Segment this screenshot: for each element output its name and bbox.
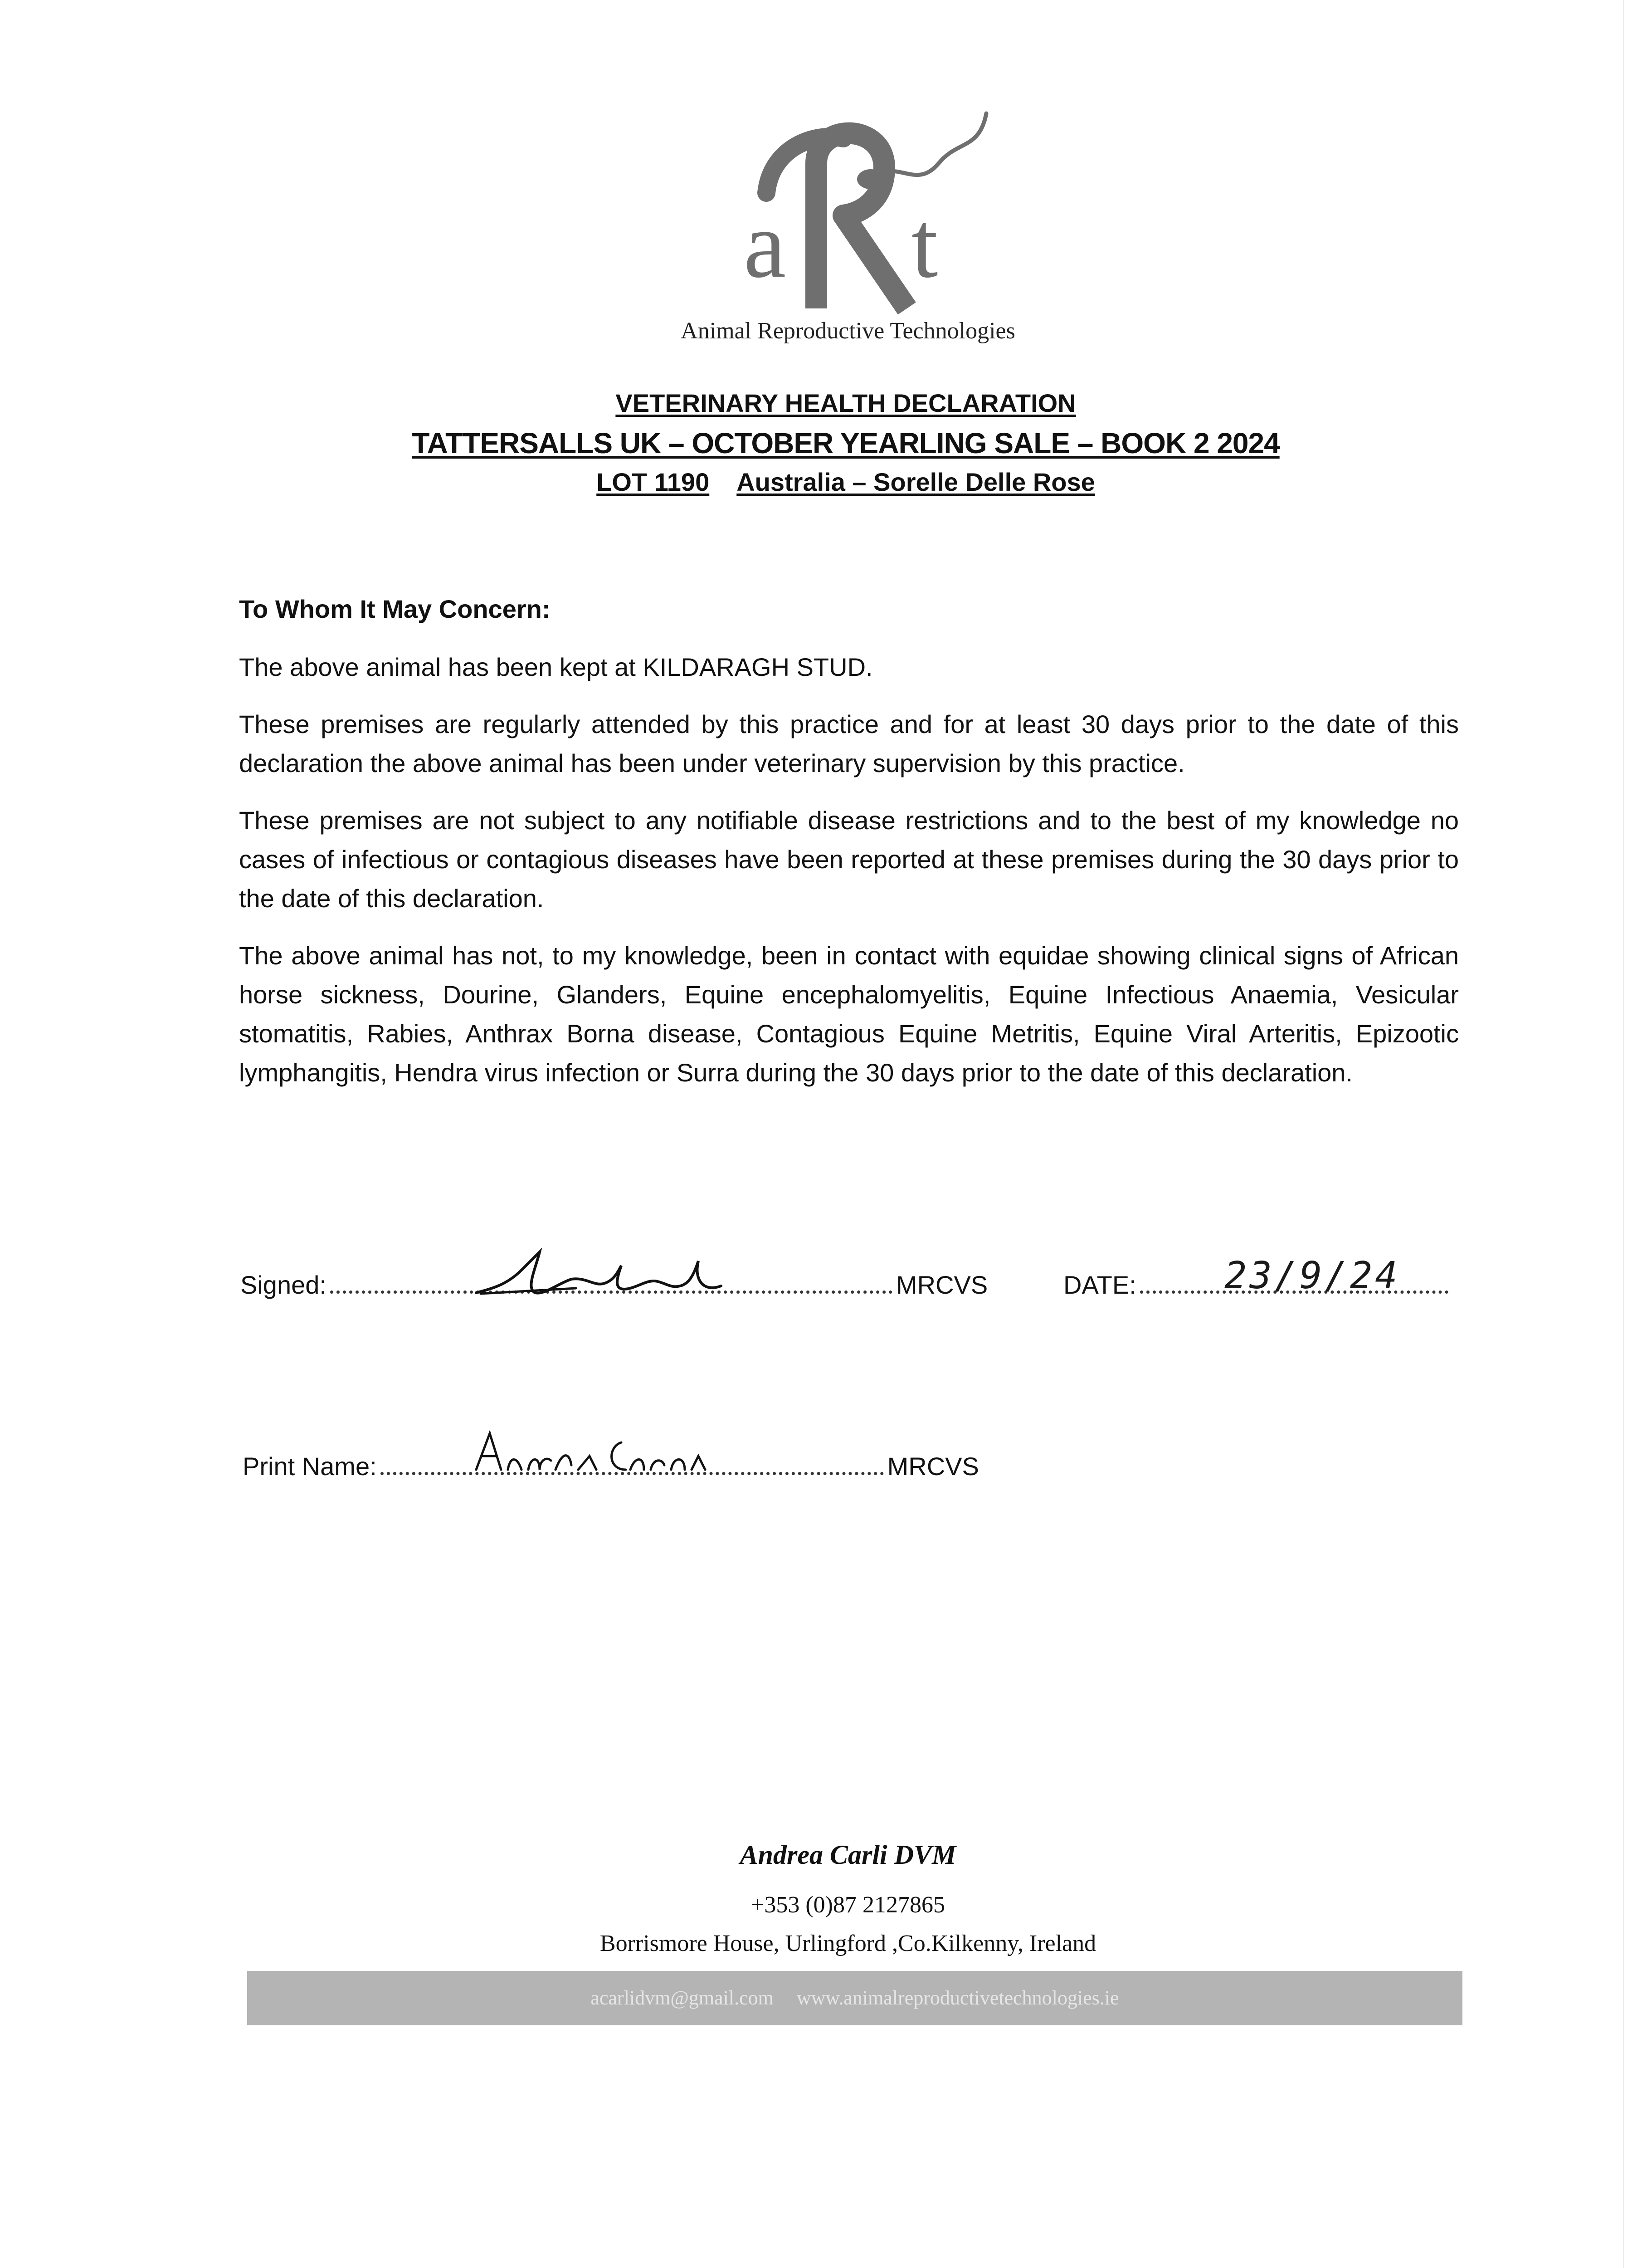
- art-logo: [735, 95, 989, 331]
- sale-title: TATTERSALLS UK – OCTOBER YEARLING SALE – BOOK 2 2024: [412, 427, 1280, 459]
- vet-name: Andrea Carli DVM: [740, 1840, 956, 1870]
- logo-letter-a: a: [744, 192, 786, 298]
- signed-label: Signed:: [240, 1271, 326, 1299]
- declaration-title: VETERINARY HEALTH DECLARATION: [615, 389, 1076, 417]
- print-name-label: Print Name:: [243, 1452, 377, 1481]
- vet-email[interactable]: acarlidvm@gmail.com: [590, 1987, 774, 2009]
- date-label: DATE:: [1063, 1271, 1136, 1299]
- salutation: To Whom It May Concern:: [239, 595, 551, 623]
- lot-title: [317, 463, 1374, 501]
- declaration-body: [239, 590, 1459, 1110]
- paragraph-premises: The above animal has been kept at KILDARAGH STUD.: [239, 653, 873, 681]
- lot-horse: Australia – Sorelle Delle Rose: [736, 468, 1095, 496]
- paragraph-supervision: These premises are regularly attended by this practice and for at least 30 days prior to the date of this declaration the above animal has been under veterinary supervision by this practice.: [239, 710, 1459, 777]
- date-value: 23/9/24: [1224, 1254, 1400, 1297]
- print-name-handwriting: [472, 1424, 726, 1483]
- vet-phone: +353 (0)87 2127865: [751, 1892, 945, 1918]
- vet-address: Borrismore House, Urlingford ,Co.Kilkenny, Ireland: [599, 1931, 1096, 1956]
- paragraph-contact: The above animal has not, to my knowledge, been in contact with equidae showing clinical signs of African horse sickness, Dourine, Glanders, Equine encephalomyelitis, Equine Infectious Anaemia, Vesicular stomatitis, Rabies, Anthrax Borna disease, Contagious Equine Metritis, Equine Viral Arteritis, Epizootic lymphangitis, Hendra virus infection or Surra during the 30 days prior to the date of this declaration.: [239, 941, 1459, 1087]
- paragraph-restrictions: These premises are not subject to any notifiable disease restrictions and to the best of my knowledge no cases of infectious or contagious diseases have been reported at these premises during the 30 days prior to the date of this declaration.: [239, 806, 1459, 913]
- logo-letter-t: t: [911, 192, 938, 298]
- contact-band: [247, 1971, 1462, 2025]
- logo-subtitle: Animal Reproductive Technologies: [681, 318, 1015, 344]
- lot-number: LOT 1190: [596, 468, 710, 496]
- signed-mrcvs-label: MRCVS: [896, 1271, 988, 1299]
- document-titles: [317, 383, 1374, 501]
- signature-mark: [467, 1243, 757, 1311]
- scan-edge: [1623, 0, 1624, 2268]
- vet-website[interactable]: www.animalreproductivetechnologies.ie: [796, 1987, 1119, 2009]
- print-mrcvs-label: MRCVS: [887, 1452, 979, 1481]
